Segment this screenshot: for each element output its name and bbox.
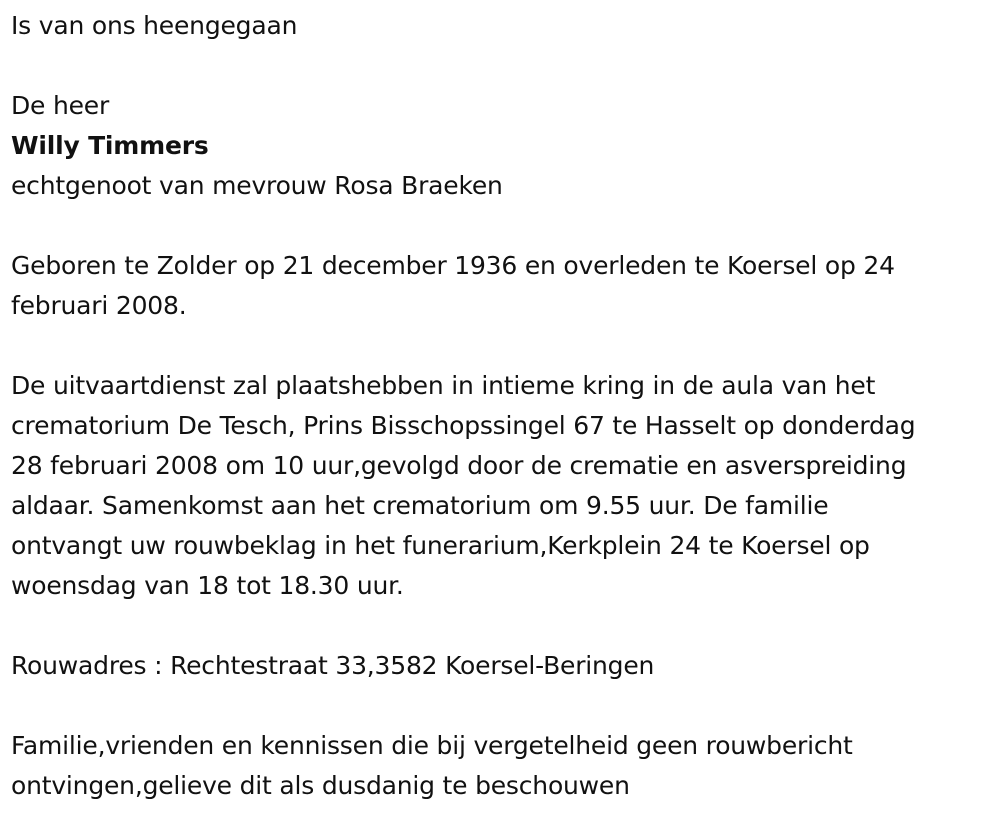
paragraph-line: ontvingen,gelieve dit als dusdanig te beschouwen [11, 771, 630, 800]
obituary-notice [11, 6, 996, 806]
closing-paragraph [11, 726, 996, 806]
address-text: Rouwadres : Rechtestraat 33,3582 Koersel-Beringen [11, 651, 655, 680]
paragraph-line: 28 februari 2008 om 10 uur,gevolgd door de crematie en asverspreiding [11, 451, 907, 480]
salutation-text: De heer [11, 91, 110, 120]
spacer [11, 46, 996, 86]
paragraph-line: Familie,vrienden en kennissen die bij vergetelheid geen rouwbericht [11, 731, 853, 760]
birth-death-paragraph [11, 246, 996, 326]
spacer [11, 686, 996, 726]
paragraph-line: crematorium De Tesch, Prins Bisschopssingel 67 te Hasselt op donderdag [11, 411, 916, 440]
deceased-name: Willy Timmers [11, 131, 209, 160]
paragraph-line: ontvangt uw rouwbeklag in het funerarium,Kerkplein 24 te Koersel op [11, 531, 870, 560]
service-paragraph [11, 366, 996, 606]
paragraph-line: woensdag van 18 tot 18.30 uur. [11, 571, 404, 600]
spacer [11, 606, 996, 646]
intro-text: Is van ons heengegaan [11, 11, 298, 40]
spacer [11, 326, 996, 366]
paragraph-line: aldaar. Samenkomst aan het crematorium om 9.55 uur. De familie [11, 491, 829, 520]
spacer [11, 206, 996, 246]
spouse-text: echtgenoot van mevrouw Rosa Braeken [11, 171, 503, 200]
paragraph-line: Geboren te Zolder op 21 december 1936 en overleden te Koersel op 24 [11, 251, 895, 280]
paragraph-line: februari 2008. [11, 291, 187, 320]
paragraph-line: De uitvaartdienst zal plaatshebben in intieme kring in de aula van het [11, 371, 876, 400]
